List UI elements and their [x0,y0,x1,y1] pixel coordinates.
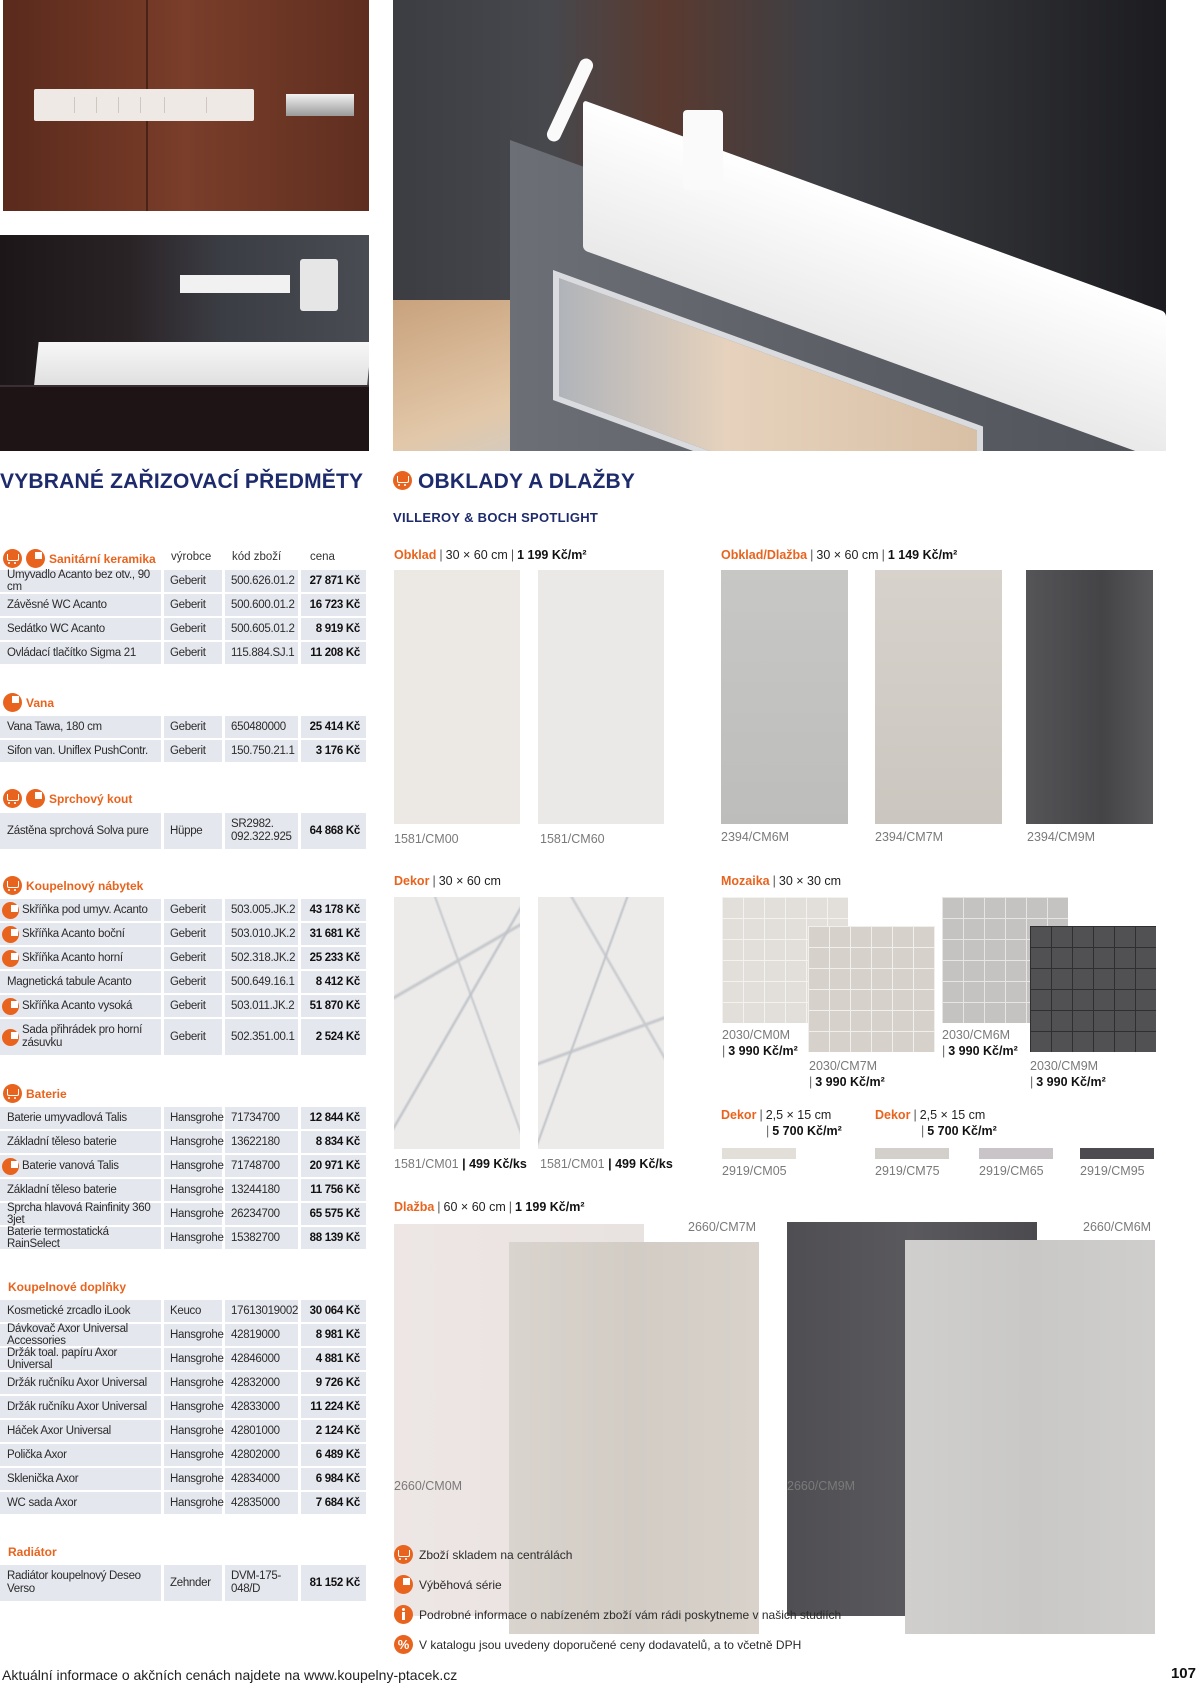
tile-swatch-2394-cm7m [875,570,1002,824]
tile-swatch-2394-cm9m [1026,570,1153,824]
legend-item-in-stock: Zboží skladem na centrálách [394,1545,572,1564]
pie-icon [2,1158,19,1175]
tile-code: 2394/CM7M [875,830,944,844]
table-row: Skříňka Acanto boční Geberit 503.010.JK.2 31 681 Kč [0,923,369,947]
table-row: Kosmetické zrcadlo iLook Keuco 17613019002 30 064 Kč [0,1300,369,1324]
table-row: Sklenička Axor Hansgrohe 42834000 6 984 Kč [0,1468,369,1492]
pie-icon [2,902,19,919]
table-row: Polička Axor Hansgrohe 42802000 6 489 Kč [0,1444,369,1468]
tile-code: 1581/CM60 [540,832,605,846]
mosaic-swatch-2030-cm9m [1030,926,1156,1052]
pie-icon [2,1029,19,1046]
strip-swatch-2919-cm75 [875,1148,949,1159]
tile-swatch-2660-cm7m [509,1242,759,1634]
pie-icon [2,998,19,1015]
section-title-faucets: Baterie [3,1084,67,1103]
col-code: kód zboží [232,551,282,563]
table-row: Sprcha hlavová Rainfinity 360 3jet Hansgrohe 26234700 65 575 Kč [0,1203,369,1227]
photo-wall-controls [3,0,369,211]
table-row: Držák ručníku Axor Universal Hansgrohe 42832000 9 726 Kč [0,1372,369,1396]
table-row: WC sada Axor Hansgrohe 42835000 7 684 Kč [0,1492,369,1516]
tile-price: | 3 990 Kč/m² [1030,1075,1106,1089]
tile-code: 1581/CM01 | 499 Kč/ks [540,1157,673,1171]
tile-price: | 5 700 Kč/m² [766,1124,842,1138]
table-accessories [0,1300,369,1516]
tile-code: 1581/CM00 [394,832,459,846]
tile-code: 2660/CM9M [787,1479,856,1493]
table-row: Dávkovač Axor Universal Accessories Hansgrohe 42819000 8 981 Kč [0,1324,369,1348]
table-shower [0,813,369,851]
table-sanitary [0,570,369,666]
table-row: Ovládací tlačítko Sigma 21 Geberit 115.884.SJ.1 11 208 Kč [0,642,369,666]
pie-icon [3,693,22,712]
tile-code: 2394/CM9M [1027,830,1096,844]
table-row: Zástěna sprchová Solva pure Hüppe SR2982. 092.322.925 64 868 Kč [0,813,369,851]
table-row: Baterie umyvadlová Talis Hansgrohe 71734700 12 844 Kč [0,1107,369,1131]
tile-group-header-dekor: Dekor | 30 × 60 cm [394,874,501,888]
tile-group-header-dekor-strip: Dekor | 2,5 × 15 cm [721,1108,832,1122]
pie-icon [26,549,45,568]
col-maker: výrobce [171,551,212,563]
table-row: Držák ručníku Axor Universal Hansgrohe 42833000 11 224 Kč [0,1396,369,1420]
legend-item-clearance: Výběhová série [394,1575,502,1594]
table-row: Závěsné WC Acanto Geberit 500.600.01.2 16 723 Kč [0,594,369,618]
tile-group-header-dlazba: Dlažba | 60 × 60 cm | 1 199 Kč/m² [394,1200,585,1214]
table-row: Radiátor koupelnový Deseo Verso Zehnder DVM-175- 048/D 81 152 Kč [0,1565,369,1603]
tile-code: 2030/CM7M [809,1059,878,1073]
table-row: Skříňka Acanto vysoká Geberit 503.011.JK.2 51 870 Kč [0,995,369,1019]
tile-swatch-2660-cm6m [905,1240,1155,1634]
strip-swatch-2919-cm95 [1080,1148,1154,1159]
section-title-radiator: Radiátor [8,1545,57,1559]
legend-item-prices: % V katalogu jsou uvedeny doporučené ceny dodavatelů, a to včetně DPH [394,1635,801,1654]
tile-code: 2660/CM6M [1083,1220,1152,1234]
col-price: cena [310,551,335,563]
table-row: Háček Axor Universal Hansgrohe 42801000 2 124 Kč [0,1420,369,1444]
mosaic-swatch-2030-cm7m [808,926,935,1052]
strip-swatch-2919-cm05 [722,1148,796,1159]
tile-price: | 3 990 Kč/m² [942,1044,1018,1058]
cart-icon [3,1084,22,1103]
cart-icon [393,471,412,490]
pie-icon [2,926,19,943]
section-title-shower: Sprchový kout [3,789,132,808]
section-title-furniture: Koupelnový nábytek [3,876,143,895]
photo-washbasin [0,235,369,451]
pie-icon [394,1575,413,1594]
page-title-fixtures: VYBRANÉ ZAŘIZOVACÍ PŘEDMĚTY [0,470,364,493]
page-number: 107 [1170,1665,1196,1682]
tile-swatch-2394-cm6m [721,570,848,824]
tile-code: 2660/CM0M [394,1479,463,1493]
table-row: Baterie termostatická RainSelect Hansgrohe 15382700 88 139 Kč [0,1227,369,1251]
tile-code: 2030/CM9M [1030,1059,1099,1073]
table-row: Baterie vanová Talis Hansgrohe 71748700 20 971 Kč [0,1155,369,1179]
table-row: Vana Tawa, 180 cm Geberit 650480000 25 414 Kč [0,716,369,740]
tile-code: 2030/CM6M [942,1028,1011,1042]
cart-icon [3,549,22,568]
tile-code: 2030/CM0M [722,1028,791,1042]
table-row: Základní těleso baterie Hansgrohe 13622180 8 834 Kč [0,1131,369,1155]
table-row: Držák toal. papíru Axor Universal Hansgrohe 42846000 4 881 Kč [0,1348,369,1372]
tile-code: 2919/CM95 [1080,1164,1145,1178]
tile-swatch-dekor-2 [538,897,664,1149]
percent-icon [394,1635,413,1654]
table-faucets [0,1107,369,1251]
table-row: Sedátko WC Acanto Geberit 500.605.01.2 8 919 Kč [0,618,369,642]
tile-price: | 3 990 Kč/m² [722,1044,798,1058]
strip-swatch-2919-cm65 [979,1148,1053,1159]
page-title-tiles: OBKLADY A DLAŽBY [418,470,636,493]
tile-code: 2394/CM6M [721,830,790,844]
tile-swatch-dekor-1 [394,897,520,1149]
section-title-sanitary: Sanitární keramika výrobce kód zboží cena [3,549,369,568]
info-icon [394,1605,413,1624]
table-row: Sifon van. Uniflex PushContr. Geberit 150.750.21.1 3 176 Kč [0,740,369,764]
tile-code: 2919/CM05 [722,1164,787,1178]
table-row: Umyvadlo Acanto bez otv., 90 cm Geberit 500.626.01.2 27 871 Kč [0,570,369,594]
tile-swatch-1581-cm00 [394,570,520,824]
legend-item-info: Podrobné informace o nabízeném zboží vám rádi poskytneme v našich studiích [394,1605,841,1624]
tile-code: 2919/CM65 [979,1164,1044,1178]
table-row: Magnetická tabule Acanto Geberit 500.649.16.1 8 412 Kč [0,971,369,995]
section-title-accessories: Koupelnové doplňky [8,1280,127,1294]
tile-code: 2919/CM75 [875,1164,940,1178]
table-row: Základní těleso baterie Hansgrohe 13244180 11 756 Kč [0,1179,369,1203]
table-row: Sada přihrádek pro horní zásuvku Geberit 502.351.00.1 2 524 Kč [0,1019,369,1057]
cart-icon [3,789,22,808]
tile-code: 1581/CM01 | 499 Kč/ks [394,1157,527,1171]
table-bathtub [0,716,369,764]
cart-icon [3,876,22,895]
table-row: Skříňka pod umyv. Acanto Geberit 503.005.JK.2 43 178 Kč [0,899,369,923]
tile-group-header-dekor-strip: Dekor | 2,5 × 15 cm [875,1108,986,1122]
table-header [171,551,335,563]
cart-icon [394,1545,413,1564]
tile-group-header-mozaika: Mozaika | 30 × 30 cm [721,874,842,888]
tile-swatch-1581-cm60 [538,570,664,824]
footer-text: Aktuální informace o akčních cenách najdete na www.koupelny-ptacek.cz [2,1667,458,1683]
tile-price: | 5 700 Kč/m² [921,1124,997,1138]
tile-code: 2660/CM7M [688,1220,757,1234]
section-title-bathtub: Vana [3,693,54,712]
tile-group-header-obklad: Obklad | 30 × 60 cm | 1 199 Kč/m² [394,548,587,562]
tile-price: | 3 990 Kč/m² [809,1075,885,1089]
pie-icon [26,789,45,808]
photo-bathtub [393,0,1166,451]
table-row: Skříňka Acanto horní Geberit 502.318.JK.2 25 233 Kč [0,947,369,971]
brand-subtitle: VILLEROY & BOCH SPOTLIGHT [393,510,599,525]
table-radiator [0,1565,369,1603]
pie-icon [2,950,19,967]
table-furniture [0,899,369,1057]
tile-group-header-obklad-dlazba: Obklad/Dlažba | 30 × 60 cm | 1 149 Kč/m² [721,548,958,562]
